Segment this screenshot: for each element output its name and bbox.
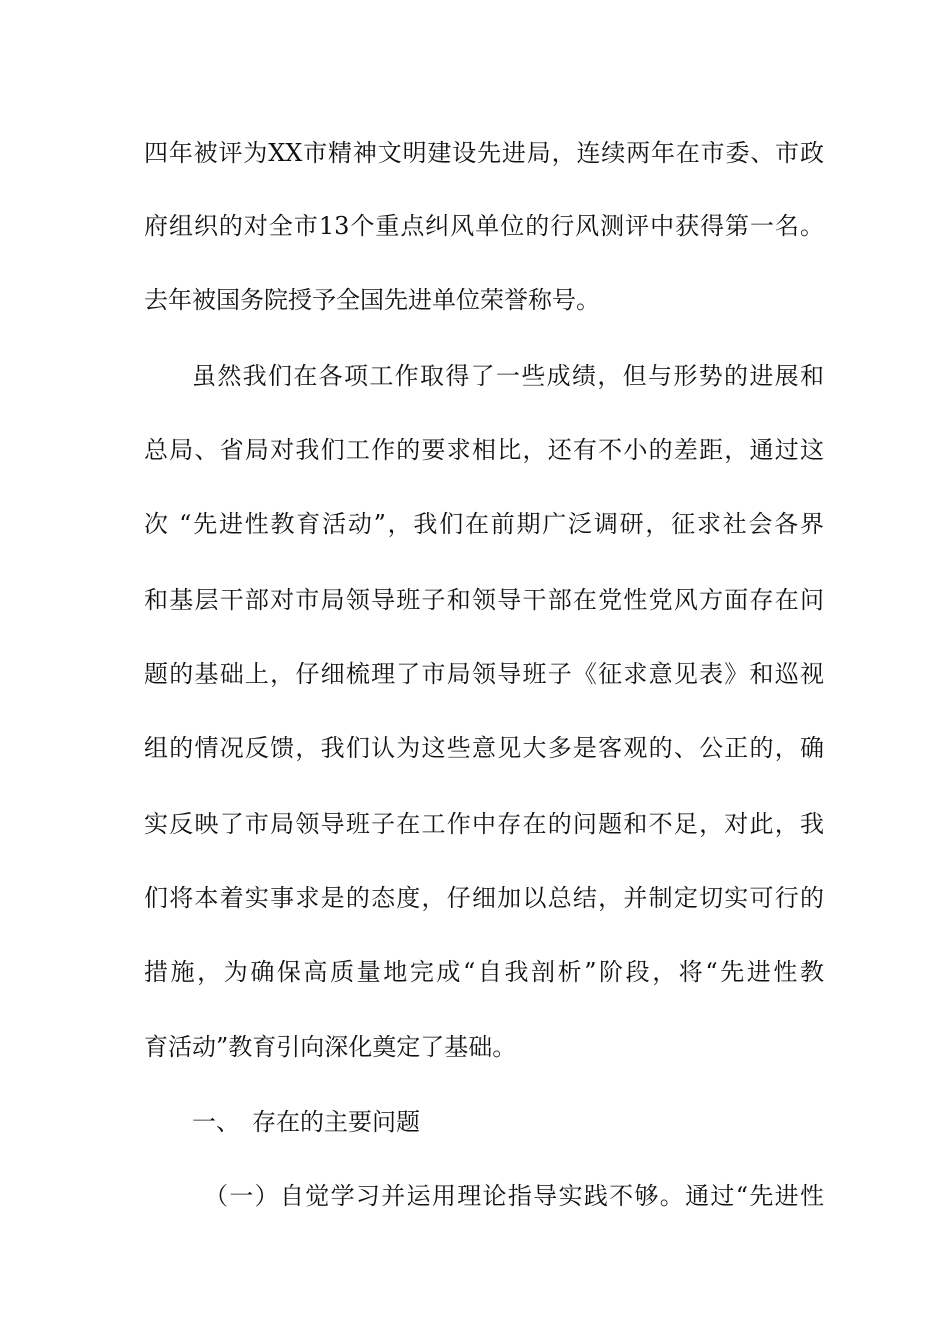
paragraph-2-line-5: 题的基础上，仔细梳理了市局领导班子《征求意见表》和巡视 (144, 660, 824, 688)
paragraph-2-line-2: 总局、省局对我们工作的要求相比，还有不小的差距，通过这 (144, 436, 824, 464)
paragraph-2-line-1: 虽然我们在各项工作取得了一些成绩，但与形势的进展和 (192, 362, 824, 390)
paragraph-2-line-3: 次 “先进性教育活动”，我们在前期广泛调研，征求社会各界 (144, 510, 824, 538)
paragraph-2-line-8: 们将本着实事求是的态度，仔细加以总结，并制定切实可行的 (144, 884, 824, 912)
heading-1-title: 存在的主要问题 (252, 1108, 420, 1136)
paragraph-2-line-7: 实反映了市局领导班子在工作中存在的问题和不足，对此，我 (144, 810, 824, 838)
subheading-1: （一）自觉学习并运用理论指导实践不够。通过“先进性 (204, 1182, 824, 1210)
paragraph-2-line-6: 组的情况反馈，我们认为这些意见大多是客观的、公正的，确 (144, 734, 824, 762)
paragraph-2-line-4: 和基层干部对市局领导班子和领导干部在党性党风方面存在问 (144, 586, 824, 614)
paragraph-1-line-1: 四年被评为XX市精神文明建设先进局，连续两年在市委、市政 (144, 139, 824, 167)
heading-1-number: 一、 (192, 1108, 240, 1136)
paragraph-1-line-3: 去年被国务院授予全国先进单位荣誉称号。 (144, 286, 600, 314)
paragraph-2-line-9: 措施，为确保高质量地完成“自我剖析”阶段，将“先进性教 (144, 958, 824, 986)
paragraph-2-line-10: 育活动”教育引向深化奠定了基础。 (144, 1033, 517, 1061)
paragraph-1-line-2: 府组织的对全市13个重点纠风单位的行风测评中获得第一名。 (144, 212, 824, 240)
